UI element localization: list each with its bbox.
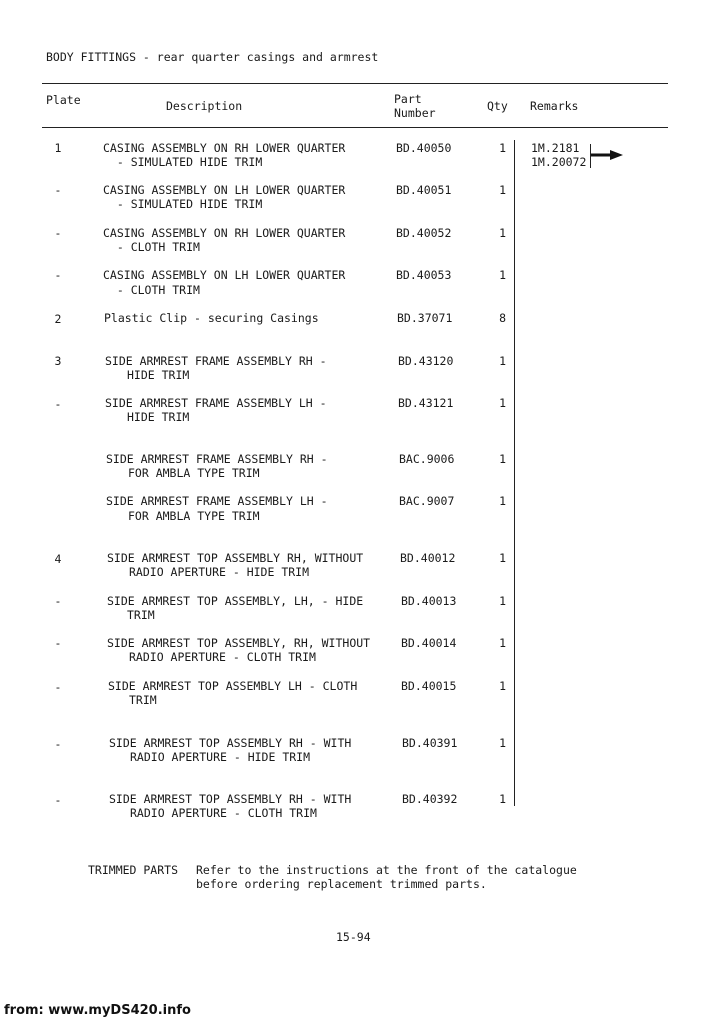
row-1-description-line2: - SIMULATED HIDE TRIM [103,155,263,169]
header-top-rule [42,83,668,84]
row-7-description-line2: HIDE TRIM [127,410,190,424]
row-1-part-number: BD.40050 [396,141,452,155]
row-13-plate: - [54,680,62,694]
note-line2: before ordering replacement trimmed parts. [196,877,487,891]
header-plate: Plate [46,93,81,107]
row-3-plate: - [54,226,62,240]
header-qty: Qty [487,99,508,113]
row-9-description-line2: FOR AMBLA TYPE TRIM [128,509,260,523]
row-2-plate: - [54,183,62,197]
row-6-plate: 3 [54,354,62,368]
header-bottom-rule [42,127,668,128]
row-12-plate: - [54,636,62,650]
row-2-description-line1: CASING ASSEMBLY ON LH LOWER QUARTER [103,183,346,197]
row-8-description-line1: SIDE ARMREST FRAME ASSEMBLY RH - [106,452,328,466]
header-part-number-line1: Part [394,92,422,106]
row-1-description-line1: CASING ASSEMBLY ON RH LOWER QUARTER [103,141,346,155]
row-12-description-line2: RADIO APERTURE - CLOTH TRIM [129,650,316,664]
row-2-part-number: BD.40051 [396,183,452,197]
row-4-description-line1: CASING ASSEMBLY ON LH LOWER QUARTER [103,268,346,282]
row-14-description-line1: SIDE ARMREST TOP ASSEMBLY RH - WITH [109,736,352,750]
row-4-plate: - [54,268,62,282]
row-11-part-number: BD.40013 [401,594,457,608]
row-14-qty: 1 [499,736,506,750]
row-13-qty: 1 [499,679,506,693]
row-14-description-line2: RADIO APERTURE - HIDE TRIM [130,750,311,764]
row-15-description-line1: SIDE ARMREST TOP ASSEMBLY RH - WITH [109,792,352,806]
row-3-description-line1: CASING ASSEMBLY ON RH LOWER QUARTER [103,226,346,240]
row-3-qty: 1 [499,226,506,240]
row-5-description-line1: Plastic Clip - securing Casings [104,311,319,325]
row-7-part-number: BD.43121 [398,396,454,410]
row-11-description-line2: TRIM [127,608,155,622]
row-3-description-line2: - CLOTH TRIM [103,240,200,254]
row-15-description-line2: RADIO APERTURE - CLOTH TRIM [130,806,317,820]
row-4-part-number: BD.40053 [396,268,452,282]
row-8-part-number: BAC.9006 [399,452,455,466]
row-11-description-line1: SIDE ARMREST TOP ASSEMBLY, LH, - HIDE [107,594,364,608]
row-12-qty: 1 [499,636,506,650]
row-6-description-line1: SIDE ARMREST FRAME ASSEMBLY RH - [105,354,327,368]
row-12-description-line1: SIDE ARMREST TOP ASSEMBLY, RH, WITHOUT [107,636,371,650]
remark-line2: 1M.20072 [531,155,587,169]
row-9-part-number: BAC.9007 [399,494,455,508]
header-part-number-line2: Number [394,106,436,120]
note-label: TRIMMED PARTS [88,863,179,877]
page-title: BODY FITTINGS - rear quarter casings and armrest [46,50,379,64]
row-6-qty: 1 [499,354,506,368]
row-1-qty: 1 [499,141,506,155]
source-footer: from: www.myDS420.info [4,1003,191,1018]
header-description: Description [166,99,243,113]
row-15-plate: - [54,793,62,807]
row-6-part-number: BD.43120 [398,354,454,368]
row-6-description-line2: HIDE TRIM [127,368,190,382]
row-8-description-line2: FOR AMBLA TYPE TRIM [128,466,260,480]
row-13-part-number: BD.40015 [401,679,457,693]
row-14-part-number: BD.40391 [402,736,458,750]
row-7-plate: - [54,397,62,411]
row-15-qty: 1 [499,792,506,806]
row-5-part-number: BD.37071 [397,311,453,325]
row-10-plate: 4 [54,552,62,566]
row-13-description-line1: SIDE ARMREST TOP ASSEMBLY LH - CLOTH [108,679,358,693]
row-14-plate: - [54,737,62,751]
page-number: 15-94 [336,930,371,944]
remark-line1: 1M.2181 [531,141,580,155]
row-13-description-line2: TRIM [129,693,157,707]
row-10-qty: 1 [499,551,506,565]
row-10-part-number: BD.40012 [400,551,456,565]
row-12-part-number: BD.40014 [401,636,457,650]
row-10-description-line1: SIDE ARMREST TOP ASSEMBLY RH, WITHOUT [107,551,364,565]
row-10-description-line2: RADIO APERTURE - HIDE TRIM [129,565,310,579]
row-11-plate: - [54,594,62,608]
row-5-plate: 2 [54,312,62,326]
note-line1: Refer to the instructions at the front of the catalogue [196,863,577,877]
arrow-right-icon [590,150,624,160]
row-2-description-line2: - SIMULATED HIDE TRIM [103,197,263,211]
row-11-qty: 1 [499,594,506,608]
row-5-qty: 8 [499,311,506,325]
row-4-description-line2: - CLOTH TRIM [103,283,200,297]
row-3-part-number: BD.40052 [396,226,452,240]
header-remarks: Remarks [530,99,579,113]
row-2-qty: 1 [499,183,506,197]
row-8-qty: 1 [499,452,506,466]
row-7-description-line1: SIDE ARMREST FRAME ASSEMBLY LH - [105,396,327,410]
row-7-qty: 1 [499,396,506,410]
row-9-description-line1: SIDE ARMREST FRAME ASSEMBLY LH - [106,494,328,508]
row-15-part-number: BD.40392 [402,792,458,806]
row-1-plate: 1 [54,141,62,155]
row-4-qty: 1 [499,268,506,282]
row-9-qty: 1 [499,494,506,508]
change-bar [514,140,515,806]
